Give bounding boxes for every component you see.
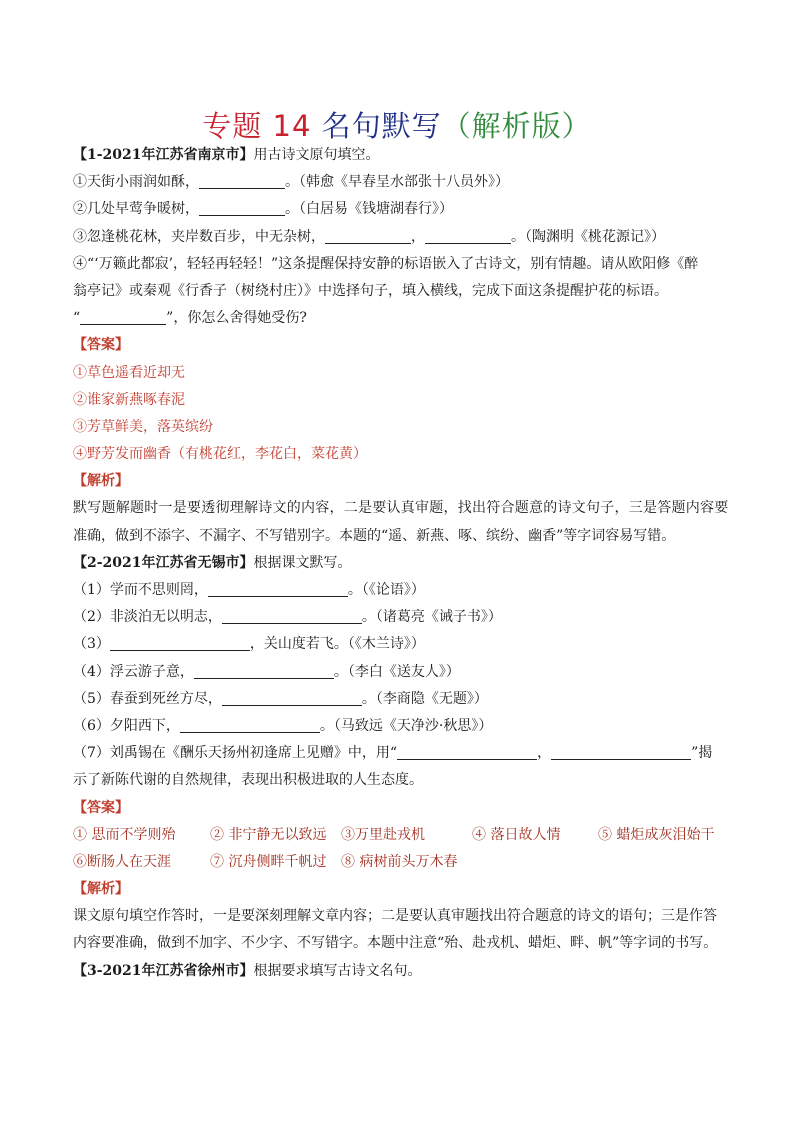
answer-item: ① 思而不学则殆 xyxy=(73,826,176,843)
item-text: （5）春蚕到死丝方尽， xyxy=(73,690,222,707)
item-text-tail: ”揭 xyxy=(691,745,713,762)
item-text: （7）刘禹锡在《酬乐天扬州初逢席上见赠》中，用“ xyxy=(73,745,398,762)
question-3-heading xyxy=(73,958,723,985)
fill-item xyxy=(73,169,723,196)
item-text: （2）非淡泊无以明志， xyxy=(73,609,222,626)
question-instruction: 根据课文默写。 xyxy=(253,554,352,571)
item-source: 。（马致远《天净沙·秋思》） xyxy=(319,717,493,734)
fill-item xyxy=(73,631,723,658)
answer-item: ③万里赴戎机 xyxy=(341,826,425,843)
answer-item: ⑤ 蜡炬成灰泪始干 xyxy=(598,826,715,843)
answer-label: 【答案】 xyxy=(73,337,129,354)
item-text: ①天街小雨润如酥， xyxy=(73,174,199,191)
question-tag: 【3-2021年江苏省徐州市】 xyxy=(73,962,254,979)
item-source: 。（韩愈《早春呈水部张十八员外》） xyxy=(285,174,509,191)
item-text: （3） xyxy=(73,636,110,653)
answer-blank[interactable] xyxy=(110,636,250,651)
answer-blank[interactable] xyxy=(80,310,166,325)
item-text: （1）学而不思则罔， xyxy=(73,582,208,598)
answer-item: ①草色遥看近却无 xyxy=(73,364,185,381)
answer-item: ②谁家新燕啄春泥 xyxy=(73,391,185,408)
fill-item-7 xyxy=(73,740,723,767)
answer-blank[interactable] xyxy=(222,609,362,624)
analysis-text: 默写题解题时一是要透彻理解诗文的内容，二是要认真审题，找出符合题意的诗文句子，三是答题内容要 xyxy=(73,500,729,517)
answer-item: ③芳草鲜美，落英缤纷 xyxy=(73,418,213,435)
title-number: 14 xyxy=(272,109,312,143)
fill-item xyxy=(73,196,723,223)
fill-item xyxy=(73,604,723,631)
answer-blank[interactable] xyxy=(199,201,285,216)
analysis-label: 【解析】 xyxy=(73,881,129,898)
quote-open: “ xyxy=(73,310,81,327)
item-source: 。（陶渊明《桃花源记》） xyxy=(511,228,665,245)
fill-item xyxy=(73,659,723,686)
item-text: （6）夕阳西下， xyxy=(73,717,180,734)
item-text: ③忽逢桃花林，夹岸数百步，中无杂树， xyxy=(73,228,325,245)
analysis-text: 课文原句填空作答时，一是要深刻理解文章内容；二是要认真审题找出符合题意的诗文的语句；三是作答 xyxy=(73,908,717,925)
slogan-tail: ”，你怎么舍得她受伤? xyxy=(166,310,307,327)
analysis-text: 准确，做到不添字、不漏字、不写错别字。本题的“遥、新燕、啄、缤纷、幽香”等字词容易写错。 xyxy=(73,527,676,544)
item-separator: ， xyxy=(411,228,425,245)
answer-item: ⑦ 沉舟侧畔千帆过 xyxy=(210,853,327,870)
item-source: ，关山度若飞。（《木兰诗》） xyxy=(249,636,425,653)
item-4-slogan xyxy=(73,305,723,332)
question-1-heading xyxy=(73,142,723,169)
item-source: 。（李白《送友人》） xyxy=(333,663,460,680)
question-instruction: 用古诗文原句填空。 xyxy=(253,147,380,163)
answer-blank[interactable] xyxy=(551,745,691,760)
answer-label: 【答案】 xyxy=(73,799,129,816)
answer-blank[interactable] xyxy=(199,174,285,189)
answer-blank[interactable] xyxy=(194,664,334,679)
title-topic: 专题 xyxy=(202,109,263,143)
fill-item xyxy=(73,686,723,713)
answer-row xyxy=(73,822,723,849)
answer-blank[interactable] xyxy=(208,582,348,597)
question-tag: 【1-2021年江苏省南京市】 xyxy=(73,147,254,163)
analysis-text: 内容要准确，做到不加字、不少字、不写错字。本题中注意“殆、赴戎机、蜡炬、畔、帆”等字词的书写。 xyxy=(73,935,718,952)
item-4-text-line-2: 翁亭记》或秦观《行香子（树绕村庄）》中选择句子，填入横线，完成下面这条提醒护花的标语。 xyxy=(73,282,668,299)
document-body xyxy=(73,138,729,985)
fill-item xyxy=(73,713,723,740)
question-2-heading xyxy=(73,550,723,577)
item-text: ②几处早莺争暖树， xyxy=(73,201,199,218)
answer-row xyxy=(73,849,723,876)
fill-item xyxy=(73,577,723,604)
answer-blank[interactable] xyxy=(222,691,362,706)
answer-item: ⑧ 病树前头万木春 xyxy=(341,853,458,870)
answer-item: ④野芳发而幽香（有桃花红，李花白，菜花黄） xyxy=(73,446,367,463)
item-source: 。（李商隐《无题》） xyxy=(361,690,488,707)
title-subject: 名句默写 xyxy=(321,109,442,143)
fill-item-7-continued: 示了新陈代谢的自然规律，表现出积极进取的人生态度。 xyxy=(73,772,423,789)
answer-item: ⑥断肠人在天涯 xyxy=(73,853,171,870)
item-4-text-line-1: ④“‘万籁此都寂’，轻轻再轻轻！”这条提醒保持安静的标语嵌入了古诗文，别有情趣。请从欧阳修《醉 xyxy=(73,255,699,272)
answer-item: ④ 落日故人情 xyxy=(472,826,561,843)
title-edition: （解析版） xyxy=(441,109,592,143)
item-source: 。（白居易《钱塘湖春行》） xyxy=(285,201,453,218)
answer-blank[interactable] xyxy=(397,745,537,760)
answer-item: ② 非宁静无以致远 xyxy=(210,826,327,843)
item-text: （4）浮云游子意， xyxy=(73,663,194,680)
item-source: 。（《论语》） xyxy=(347,582,425,598)
analysis-label: 【解析】 xyxy=(73,473,129,490)
question-instruction: 根据要求填写古诗文名句。 xyxy=(253,962,422,979)
item-source: 。（诸葛亮《诫子书》） xyxy=(361,609,502,626)
answer-blank[interactable] xyxy=(425,229,511,244)
answer-blank[interactable] xyxy=(180,718,320,733)
answer-blank[interactable] xyxy=(325,229,411,244)
fill-item xyxy=(73,224,723,251)
item-separator: ， xyxy=(537,745,552,762)
question-tag: 【2-2021年江苏省无锡市】 xyxy=(73,554,254,571)
